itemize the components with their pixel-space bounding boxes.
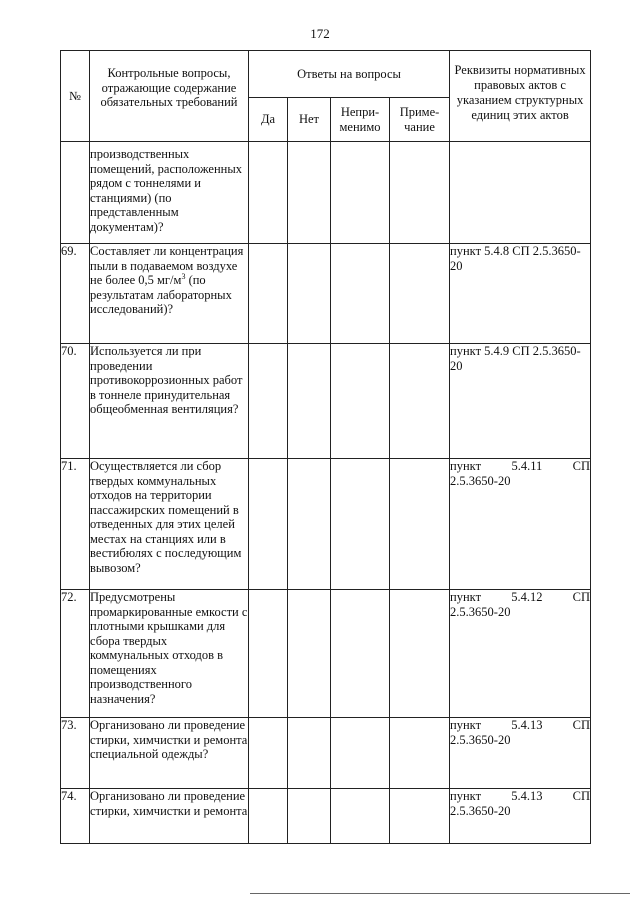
answer-note-cell[interactable] <box>390 244 450 344</box>
answer-not-applicable-cell[interactable] <box>331 718 390 789</box>
answer-yes-cell[interactable] <box>249 344 288 459</box>
checklist-table <box>60 50 591 844</box>
answer-not-applicable-cell[interactable] <box>331 344 390 459</box>
scan-edge-line <box>250 893 630 894</box>
ref-point-number: 5.4.12 <box>511 590 543 604</box>
header-no-answer: Нет <box>288 98 331 142</box>
answer-yes-cell[interactable] <box>249 590 288 718</box>
table-row <box>61 718 591 789</box>
row-question-superscript: 3 <box>181 271 186 281</box>
row-question: Организовано ли проведение стирки, химчистки и ремонта <box>90 789 249 844</box>
answer-not-applicable-cell[interactable] <box>331 459 390 590</box>
row-number: 73. <box>61 718 90 789</box>
row-question: Организовано ли проведение стирки, химчистки и ремонта специальной одежды? <box>90 718 249 789</box>
answer-note-cell[interactable] <box>390 459 450 590</box>
answer-no-cell[interactable] <box>288 244 331 344</box>
ref-act-number: 2.5.3650-20 <box>450 732 511 747</box>
answer-yes-cell[interactable] <box>249 244 288 344</box>
row-number: 72. <box>61 590 90 718</box>
row-requisites <box>450 459 591 590</box>
ref-act-number: 2.5.3650-20 <box>450 604 511 619</box>
row-requisites <box>450 789 591 844</box>
ref-point-word: пункт <box>450 590 482 604</box>
header-requisites: Реквизиты нормативных правовых актов с указанием структурных единиц этих актов <box>450 51 591 142</box>
page-number: 172 <box>310 26 330 41</box>
answer-no-cell[interactable] <box>288 718 331 789</box>
answer-no-cell[interactable] <box>288 344 331 459</box>
ref-point-word: пункт <box>450 789 482 803</box>
answer-note-cell[interactable] <box>390 142 450 244</box>
header-answers: Ответы на вопросы <box>249 51 450 98</box>
row-number: 74. <box>61 789 90 844</box>
header-not-applicable-line1: Непри- <box>340 105 380 119</box>
ref-act-type: СП <box>572 789 591 803</box>
answer-not-applicable-cell[interactable] <box>331 142 390 244</box>
answer-no-cell[interactable] <box>288 142 331 244</box>
header-row-1 <box>61 51 591 98</box>
row-requisites: пункт 5.4.9 СП 2.5.3650-20 <box>450 344 591 459</box>
row-question-tail: (по результатам лабораторных исследований)? <box>90 273 232 316</box>
table-row <box>61 459 591 590</box>
row-number: 69. <box>61 244 90 344</box>
table-row <box>61 590 591 718</box>
header-yes: Да <box>249 98 288 142</box>
answer-yes-cell[interactable] <box>249 459 288 590</box>
answer-note-cell[interactable] <box>390 718 450 789</box>
header-note-line2: чание <box>404 119 435 134</box>
answer-not-applicable-cell[interactable] <box>331 590 390 718</box>
table-row <box>61 789 591 844</box>
answer-no-cell[interactable] <box>288 789 331 844</box>
table-row <box>61 344 591 459</box>
row-question: производственных помещений, расположенных рядом с тоннелями и станциями) (по представленным документам)? <box>90 142 249 244</box>
header-note-line1: Приме- <box>399 105 440 119</box>
answer-yes-cell[interactable] <box>249 142 288 244</box>
header-question: Контрольные вопросы, отражающие содержание обязательных требований <box>90 51 249 142</box>
row-requisites: пункт 5.4.8 СП 2.5.3650-20 <box>450 244 591 344</box>
answer-not-applicable-cell[interactable] <box>331 244 390 344</box>
answer-note-cell[interactable] <box>390 344 450 459</box>
ref-point-word: пункт <box>450 459 482 473</box>
answer-no-cell[interactable] <box>288 459 331 590</box>
ref-act-number: 2.5.3650-20 <box>450 803 511 818</box>
answer-note-cell[interactable] <box>390 590 450 718</box>
header-not-applicable-line2: менимо <box>339 119 381 134</box>
row-question-main: Составляет ли концентрация пыли в подаваемом воздухе не более 0,5 мг/м <box>90 244 244 287</box>
ref-act-type: СП <box>572 459 591 473</box>
answer-yes-cell[interactable] <box>249 789 288 844</box>
header-note <box>390 98 450 142</box>
row-question: Осуществляется ли сбор твердых коммунальных отходов на территории пассажирских помещений в отведенных для этих целей местах на станциях или в вестибюлях с последующим вывозом? <box>90 459 249 590</box>
row-requisites <box>450 590 591 718</box>
table-row <box>61 244 591 344</box>
ref-point-word: пункт <box>450 718 482 732</box>
ref-point-number: 5.4.13 <box>511 718 543 732</box>
row-requisites <box>450 718 591 789</box>
row-requisites <box>450 142 591 244</box>
row-number <box>61 142 90 244</box>
header-no: № <box>61 51 90 142</box>
header-not-applicable <box>331 98 390 142</box>
table-row <box>61 142 591 244</box>
row-question: Используется ли при проведении противокоррозионных работ в тоннеле принудительная общеобменная вентиляция? <box>90 344 249 459</box>
answer-not-applicable-cell[interactable] <box>331 789 390 844</box>
ref-act-type: СП <box>572 718 591 732</box>
ref-act-type: СП <box>572 590 591 604</box>
ref-act-number: 2.5.3650-20 <box>450 473 511 488</box>
row-number: 70. <box>61 344 90 459</box>
answer-no-cell[interactable] <box>288 590 331 718</box>
row-number: 71. <box>61 459 90 590</box>
answer-yes-cell[interactable] <box>249 718 288 789</box>
answer-note-cell[interactable] <box>390 789 450 844</box>
row-question: Предусмотрены промаркированные емкости с плотными крышками для сбора твердых коммунальных отходов в помещениях производственного назначения? <box>90 590 249 718</box>
row-question <box>90 244 249 344</box>
ref-point-number: 5.4.13 <box>511 789 543 803</box>
ref-point-number: 5.4.11 <box>511 459 543 473</box>
